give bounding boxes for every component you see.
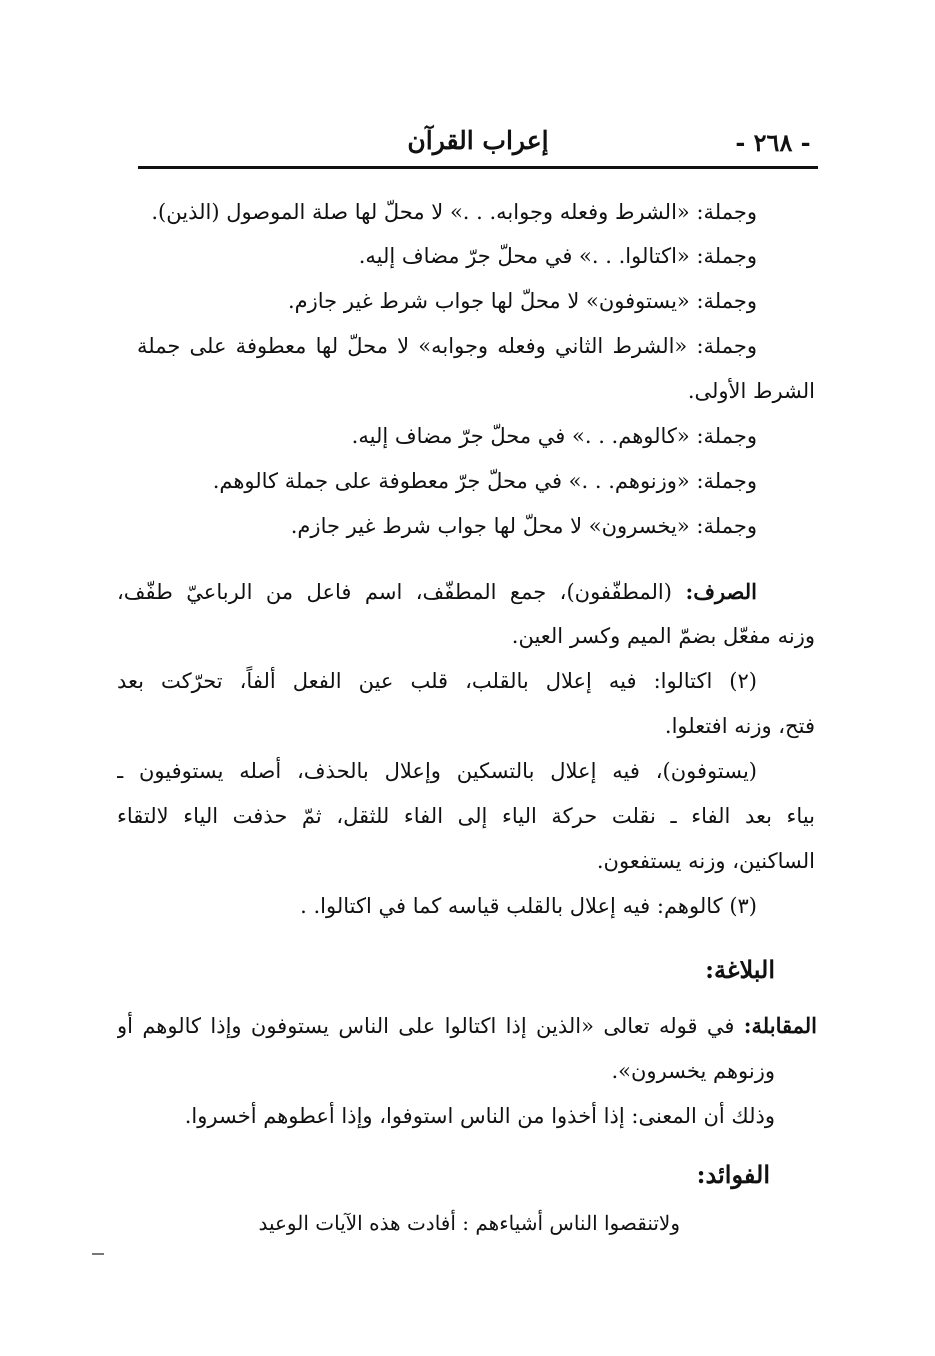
balagha-line: وذلك أن المعنى: إذا أخذوا من الناس استوفوا، وإذا أعطوهم أخسروا. xyxy=(184,1104,775,1128)
sarf-line: الساكنين، وزنه يستفعون. xyxy=(596,849,815,873)
fawaid-heading: الفوائد: xyxy=(696,1160,770,1189)
balagha-line: وزنوهم يخسرون». xyxy=(611,1059,775,1083)
sarf-line: وزنه مفعّل بضمّ الميم وكسر العين. xyxy=(511,624,815,648)
sarf-line: (يستوفون)، فيه إعلال بالتسكين وإعلال بالحذف، أصله يستوفيون ـ xyxy=(117,759,757,783)
irab-line: وجملة: «يخسرون» لا محلّ لها جواب شرط غير جازم. xyxy=(290,514,757,538)
irab-line: الشرط الأولى. xyxy=(687,379,815,403)
sarf-line xyxy=(117,576,757,608)
sarf-label: الصرف: xyxy=(685,579,757,604)
irab-line: وجملة: «الشرط وفعله وجوابه. . .» لا محلّ لها صلة الموصول (الذين). xyxy=(151,200,757,224)
page-number: - ٢٦٨ - xyxy=(735,128,811,157)
book-title: إعراب القرآن xyxy=(407,126,549,155)
irab-line: وجملة: «الشرط الثاني وفعله وجوابه» لا محلّ لها معطوفة على جملة xyxy=(137,334,757,358)
irab-line: وجملة: «وزنوهم. . .» في محلّ جرّ معطوفة على جملة كالوهم. xyxy=(212,469,757,493)
sarf-text: (المطفّفون)، جمع المطفّف، اسم فاعل من الرباعيّ طفّف، xyxy=(117,580,672,604)
irab-line: وجملة: «كالوهم. . .» في محلّ جرّ مضاف إليه. xyxy=(351,424,757,448)
balagha-heading: البلاغة: xyxy=(705,955,775,984)
page-header xyxy=(138,122,818,168)
irab-line: وجملة: «اكتالوا. . .» في محلّ جرّ مضاف إليه. xyxy=(358,244,757,268)
sarf-line: (٣) كالوهم: فيه إعلال بالقلب قياسه كما في اكتالوا. . xyxy=(300,894,757,918)
sarf-line: بياء بعد الفاء ـ نقلت حركة الياء إلى الفاء للثقل، ثمّ حذفت الياء لالتقاء xyxy=(117,804,815,828)
fawaid-line: ولاتنقصوا الناس أشياءهم : أفادت هذه الآيات الوعيد xyxy=(258,1211,680,1235)
irab-line: وجملة: «يستوفون» لا محلّ لها جواب شرط غير جازم. xyxy=(287,289,757,313)
muqabala-label: المقابلة: xyxy=(743,1013,817,1038)
header-rule xyxy=(138,166,818,169)
sarf-line: (٢) اكتالوا: فيه إعلال بالقلب، قلب عين الفعل ألفاً، تحرّكت بعد xyxy=(117,669,757,693)
scan-mark xyxy=(92,1253,104,1255)
balagha-text: في قوله تعالى «الذين إذا اكتالوا على الناس يستوفون وإذا كالوهم أو xyxy=(117,1014,735,1038)
sarf-line: فتح، وزنه افتعلوا. xyxy=(664,714,815,738)
balagha-line xyxy=(117,1010,817,1042)
